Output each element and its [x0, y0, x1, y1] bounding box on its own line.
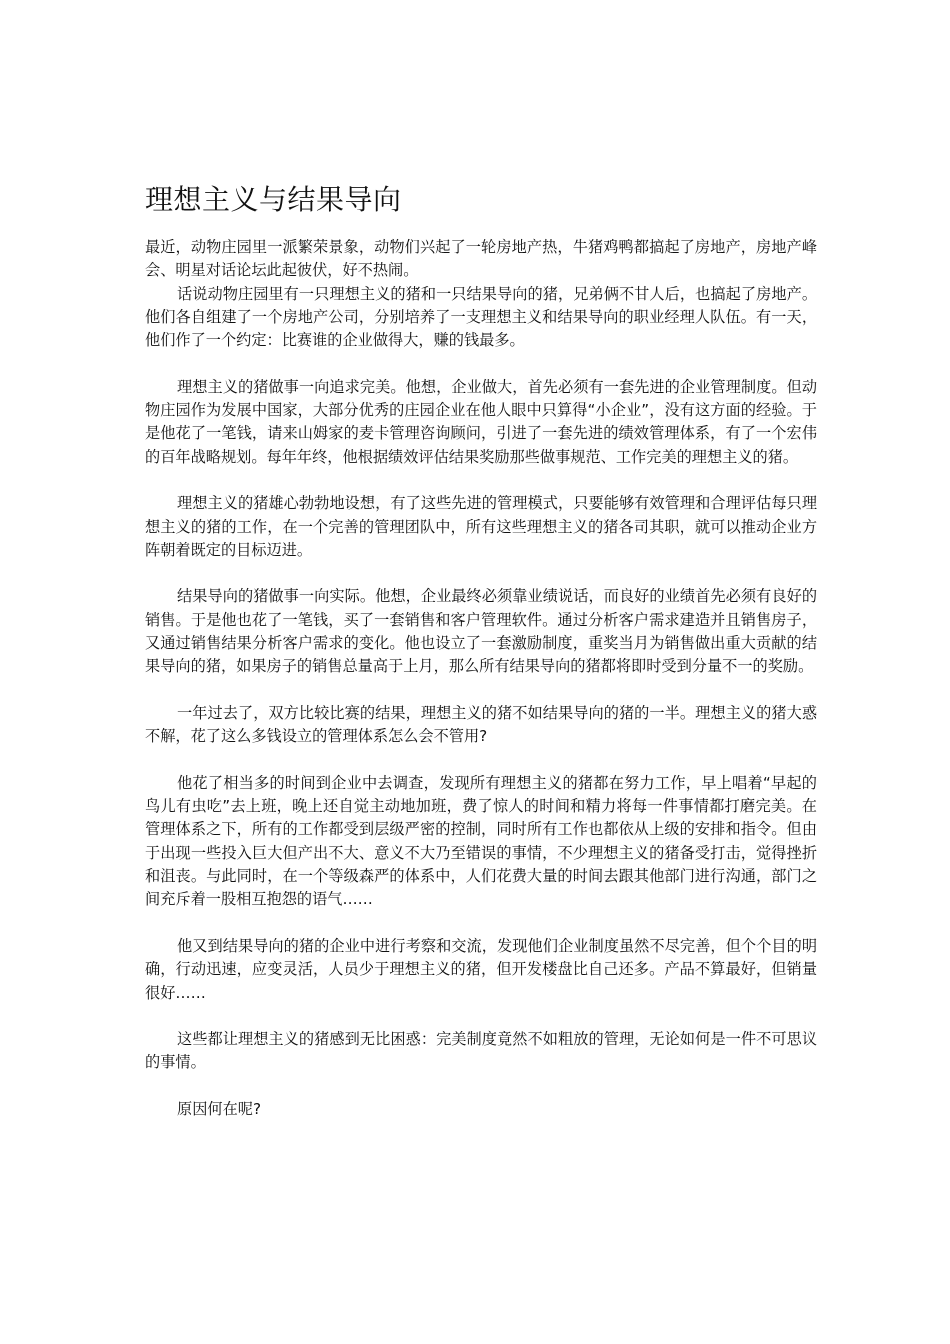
paragraph-10: 原因何在呢? — [177, 1099, 261, 1118]
paragraph-4: 理想主义的猪雄心勃勃地设想，有了这些先进的管理模式，只要能够有效管理和合理评估每只理想主义的猪的工作，在一个完善的管理团队中，所有这些理想主义的猪各司其职，就可以推动企业方阵朝着既定的目标迈进。 — [145, 494, 817, 559]
document-page — [145, 182, 817, 1121]
paragraph-2: 话说动物庄园里有一只理想主义的猪和一只结果导向的猪，兄弟俩不甘人后，也搞起了房地产。他们各自组建了一个房地产公司，分别培养了一支理想主义和结果导向的职业经理人队伍。有一天，他们作了一个约定：比赛谁的企业做得大，赚的钱最多。 — [145, 284, 817, 350]
paragraph-5: 结果导向的猪做事一向实际。他想，企业最终必须靠业绩说话，而良好的业绩首先必须有良好的销售。于是他也花了一笔钱，买了一套销售和客户管理软件。通过分析客户需求建造并且销售房子，又通过销售结果分析客户需求的变化。他也设立了一套激励制度，重奖当月为销售做出重大贡献的结果导向的猪，如果房子的销售总量高于上月，那么所有结果导向的猪都将即时受到分量不一的奖励。 — [145, 587, 817, 676]
paragraph-1: 最近，动物庄园里一派繁荣景象，动物们兴起了一轮房地产热，牛猪鸡鸭都搞起了房地产，房地产峰会、明星对话论坛此起彼伏，好不热闹。 — [145, 238, 817, 280]
paragraph-6: 一年过去了，双方比较比赛的结果，理想主义的猪不如结果导向的猪的一半。理想主义的猪大惑不解，花了这么多钱设立的管理体系怎么会不管用? — [145, 703, 817, 746]
paragraph-8: 他又到结果导向的猪的企业中进行考察和交流，发现他们企业制度虽然不尽完善，但个个目的明确，行动迅速，应变灵活，人员少于理想主义的猪，但开发楼盘比自己还多。产品不算最好，但销量很好…… — [145, 936, 817, 1002]
paragraph-7: 他花了相当多的时间到企业中去调查，发现所有理想主义的猪都在努力工作，早上唱着“早起的鸟儿有虫吃”去上班，晚上还自觉主动地加班，费了惊人的时间和精力将每一件事情都打磨完美。在管理体系之下，所有的工作都受到层级严密的控制，同时所有工作也都依从上级的安排和指令。但由于出现一些投入巨大但产出不大、意义不大乃至错误的事情，不少理想主义的猪备受打击，觉得挫折和沮丧。与此同时，在一个等级森严的体系中，人们花费大量的时间去跟其他部门进行沟通，部门之间充斥着一股相互抱怨的语气…… — [145, 773, 817, 909]
paragraph-3: 理想主义的猪做事一向追求完美。他想，企业做大，首先必须有一套先进的企业管理制度。但动物庄园作为发展中国家，大部分优秀的庄园企业在他人眼中只算得“小企业”，没有这方面的经验。于是他花了一笔钱，请来山姆家的麦卡管理咨询顾问，引进了一套先进的绩效管理体系，有了一个宏伟的百年战略规划。每年年终，他根据绩效评估结果奖励那些做事规范、工作完美的理想主义的猪。 — [145, 377, 817, 466]
document-title: 理想主义与结果导向 — [145, 183, 402, 216]
paragraph-9: 这些都让理想主义的猪感到无比困惑：完美制度竟然不如粗放的管理，无论如何是一件不可思议的事情。 — [145, 1030, 817, 1072]
